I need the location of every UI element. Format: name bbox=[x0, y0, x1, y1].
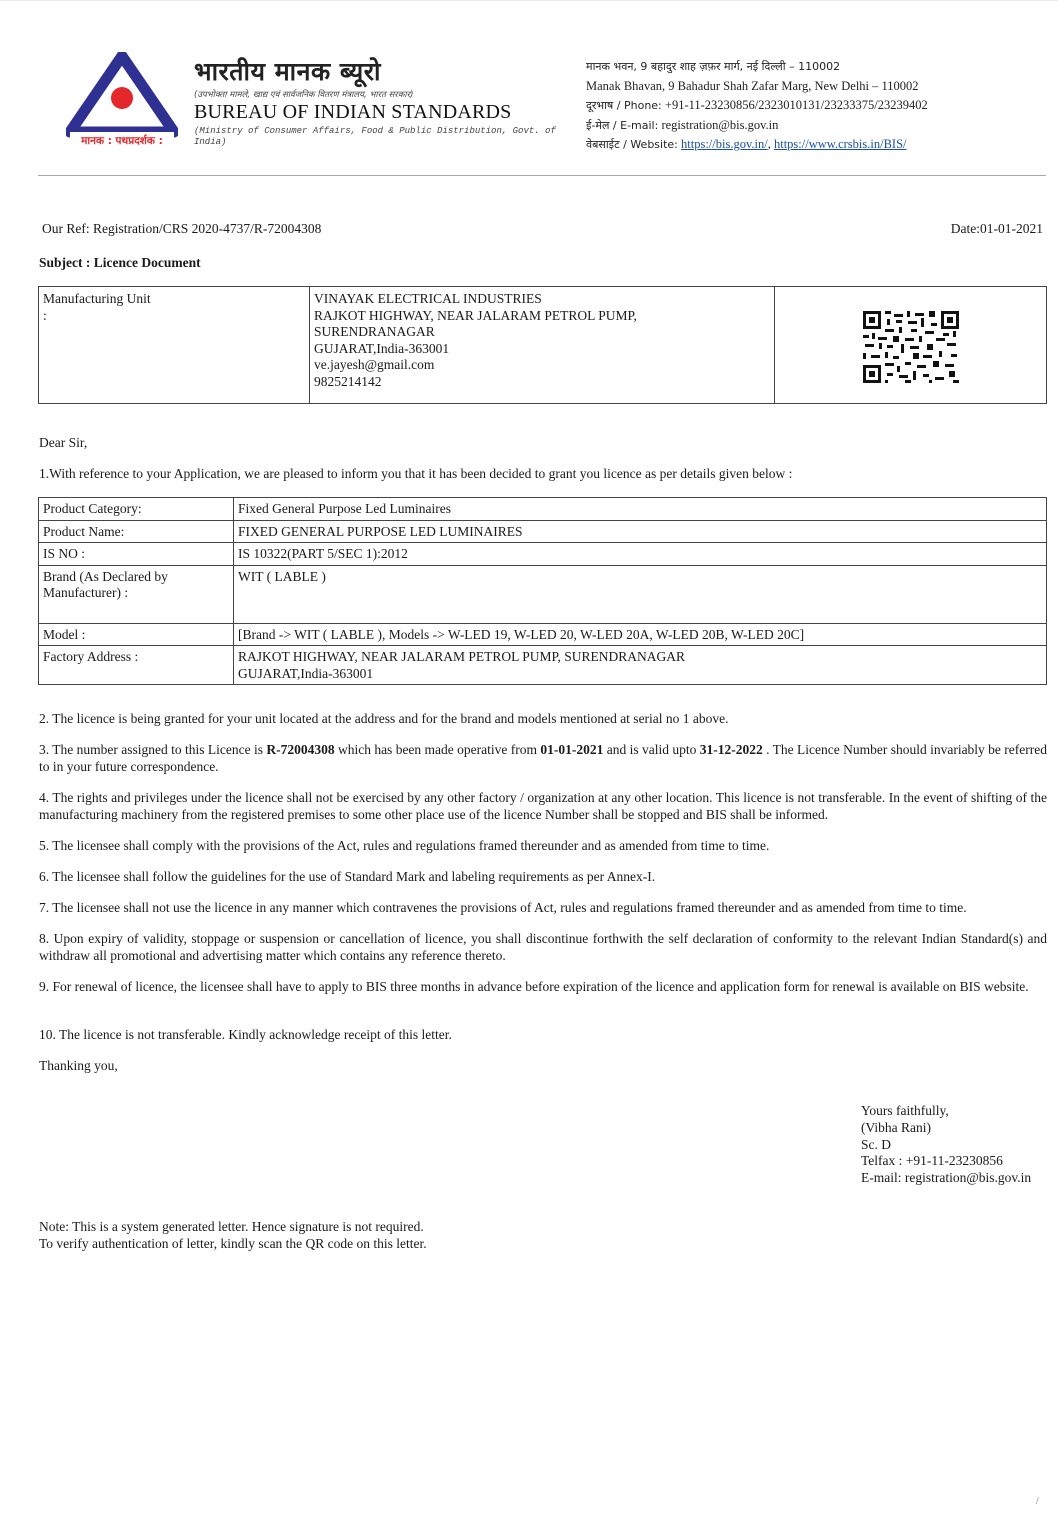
letter-date: Date:01-01-2021 bbox=[950, 221, 1043, 236]
phone-value: +91-11-23230856/2323010131/23233375/23239402 bbox=[664, 98, 928, 112]
valid-to-date: 31-12-2022 bbox=[699, 742, 763, 757]
row-label: IS NO : bbox=[39, 543, 234, 566]
manufacturer-address-line: RAJKOT HIGHWAY, NEAR JALARAM PETROL PUMP, bbox=[314, 307, 637, 323]
table-row bbox=[39, 623, 1047, 646]
product-details-table bbox=[38, 497, 1047, 685]
paragraph-8: 8. Upon expiry of validity, stoppage or suspension or cancellation of licence, you shall discontinue forthwith the self declaration of conformity to the relevant Indian Standard(s) and withdraw all promotional and advertising matter which contains any reference thereto. bbox=[39, 931, 1047, 963]
paragraph-3: 3. The number assigned to this Licence is R-72004308 which has been made operative from 01-01-2021 and is valid upto 31-12-2022 . The Licence Number should invariably be referred to in your future correspondence. bbox=[39, 742, 1048, 774]
corner-mark: / bbox=[1036, 1496, 1039, 1507]
website-line bbox=[586, 135, 1006, 155]
paragraph-6: 6. The licensee shall follow the guidelines for the use of Standard Mark and labeling requirements as per Annex-I. bbox=[39, 869, 656, 884]
valid-from-date: 01-01-2021 bbox=[540, 742, 604, 757]
manufacturer-table bbox=[38, 286, 1047, 404]
row-label: Brand (As Declared by Manufacturer) : bbox=[39, 565, 234, 623]
table-row bbox=[39, 646, 1047, 685]
manufacturer-name: VINAYAK ELECTRICAL INDUSTRIES bbox=[314, 291, 542, 306]
paragraph-10: 10. The licence is not transferable. Kindly acknowledge receipt of this letter. bbox=[39, 1027, 452, 1042]
org-name-block bbox=[194, 58, 574, 148]
sign-off: Yours faithfully, bbox=[861, 1103, 949, 1118]
manufacturer-details bbox=[310, 287, 775, 404]
table-row bbox=[39, 543, 1047, 566]
phone-line bbox=[586, 96, 1006, 116]
address-hindi: मानक भवन, 9 बहादुर शाह ज़फ़र मार्ग, नई दिल्ली – 110002 bbox=[586, 60, 841, 73]
signatory-designation: Sc. D bbox=[861, 1136, 891, 1152]
org-name-hindi: भारतीय मानक ब्यूरो bbox=[194, 57, 381, 86]
note-system-generated: Note: This is a system generated letter. Hence signature is not required. bbox=[39, 1219, 424, 1234]
phone-label: दूरभाष / Phone: bbox=[586, 99, 662, 112]
row-label: Product Name: bbox=[39, 520, 234, 543]
signatory-name: (Vibha Rani) bbox=[861, 1119, 932, 1135]
closing-line: Thanking you, bbox=[39, 1058, 118, 1073]
qr-cell bbox=[775, 287, 1047, 404]
reference-number: Our Ref: Registration/CRS 2020-4737/R-72004308 bbox=[42, 221, 322, 236]
manufacturing-unit-label: Manufacturing Unit : bbox=[39, 287, 310, 404]
paragraph-2: 2. The licence is being granted for your unit located at the address and for the brand and models mentioned at serial no 1 above. bbox=[39, 711, 729, 726]
table-row bbox=[39, 565, 1047, 623]
row-value: Fixed General Purpose Led Luminaires bbox=[234, 498, 1047, 521]
manufacturer-phone: 9825214142 bbox=[314, 373, 382, 389]
website-link-crsbis[interactable]: https://www.crsbis.in/BIS/ bbox=[773, 137, 907, 151]
signature-block bbox=[861, 1103, 1031, 1187]
email-label: ई-मेल / E-mail: bbox=[586, 118, 659, 132]
paragraph-5: 5. The licensee shall comply with the provisions of the Act, rules and regulations framed thereunder and as amended from time to time. bbox=[39, 838, 770, 853]
signatory-telfax: Telfax : +91-11-23230856 bbox=[861, 1153, 1003, 1169]
row-value: IS 10322(PART 5/SEC 1):2012 bbox=[234, 543, 1047, 566]
website-label: वेबसाईट / Website: bbox=[586, 138, 678, 151]
paragraph-1: 1.With reference to your Application, we are pleased to inform you that it has been decided to grant you licence as per details given below : bbox=[39, 466, 793, 481]
licence-number: R-72004308 bbox=[266, 742, 335, 757]
paragraph-4: 4. The rights and privileges under the licence shall not be exercised by any other factory / organization at any other location. This licence is not transferable. In the event of shifting of the manufacturing machinery from the registered premises to some other place use of the licence Number shall be stopped and BIS shall be informed. bbox=[39, 790, 1047, 822]
footnote bbox=[39, 1219, 427, 1253]
row-label: Factory Address : bbox=[39, 646, 234, 685]
contact-block bbox=[586, 57, 1006, 155]
page-top-edge bbox=[0, 0, 1058, 1]
header-divider bbox=[38, 175, 1046, 176]
manufacturer-email: ve.jayesh@gmail.com bbox=[314, 357, 435, 372]
ministry-hindi: (उपभोक्ता मामले, खाद्य एवं सार्वजनिक वितरण मंत्रालय, भारत सरकार) bbox=[194, 90, 414, 100]
paragraph-7: 7. The licensee shall not use the licence in any manner which contravenes the provisions of Act, rules and regulations framed thereunder and as amended from time to time. bbox=[39, 900, 967, 915]
row-value: [Brand -> WIT ( LABLE ), Models -> W-LED 19, W-LED 20, W-LED 20A, W-LED 20B, W-LED 20C] bbox=[234, 623, 1047, 646]
table-row bbox=[39, 498, 1047, 521]
row-value: FIXED GENERAL PURPOSE LED LUMINAIRES bbox=[234, 520, 1047, 543]
table-row bbox=[39, 520, 1047, 543]
address-english: Manak Bhavan, 9 Bahadur Shah Zafar Marg, New Delhi – 110002 bbox=[586, 78, 919, 93]
row-value: WIT ( LABLE ) bbox=[234, 565, 1047, 623]
row-value: RAJKOT HIGHWAY, NEAR JALARAM PETROL PUMP, SURENDRANAGAR GUJARAT,India-363001 bbox=[234, 646, 1047, 685]
org-name-english: BUREAU OF INDIAN STANDARDS bbox=[194, 101, 512, 123]
subject-line: Subject : Licence Document bbox=[39, 255, 201, 270]
website-separator: , bbox=[767, 137, 771, 151]
row-label: Product Category: bbox=[39, 498, 234, 521]
bis-logo bbox=[66, 52, 178, 154]
email-line bbox=[586, 116, 1006, 136]
ministry-english: (Ministry of Consumer Affairs, Food & Public Distribution, Govt. of India) bbox=[194, 126, 556, 147]
logo-motto: मानक : पथप्रदर्शक : bbox=[81, 135, 163, 147]
email-value: registration@bis.gov.in bbox=[661, 117, 779, 132]
manufacturer-city: SURENDRANAGAR bbox=[314, 324, 435, 339]
manufacturer-state: GUJARAT,India-363001 bbox=[314, 340, 450, 356]
row-label: Model : bbox=[39, 623, 234, 646]
salutation: Dear Sir, bbox=[39, 435, 88, 450]
qr-code-icon bbox=[863, 311, 959, 383]
signatory-email: E-mail: registration@bis.gov.in bbox=[861, 1170, 1032, 1186]
note-verify-qr: To verify authentication of letter, kindly scan the QR code on this letter. bbox=[39, 1235, 427, 1251]
website-link-bis[interactable]: https://bis.gov.in/ bbox=[681, 137, 768, 151]
paragraph-9: 9. For renewal of licence, the licensee shall have to apply to BIS three months in advance before expiration of the licence and application form for renewal is available on BIS website. bbox=[39, 979, 1029, 994]
